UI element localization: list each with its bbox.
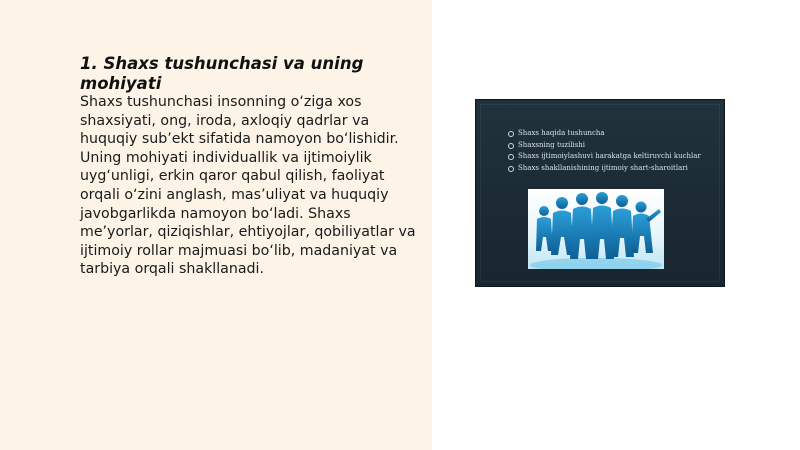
people-group-photo xyxy=(528,189,664,269)
people-silhouettes-icon xyxy=(528,189,664,269)
slide-bullet-item xyxy=(508,163,718,175)
slide-bullet-text: Shaxs haqida tushuncha xyxy=(518,129,605,137)
slide-bullet-list xyxy=(508,128,718,174)
section-body-text: Shaxs tushunchasi insonning o‘ziga xos shaxsiyati, ong, iroda, axloqiy qadrlar va huquqiy sub’ekt sifatida namoyon bo‘lishidir. Uning mohiyati individuallik va ijtimoiylik uyg‘unligi, erkin qaror qabul qilish, faoliyat orqali o‘zini anglash, mas’uliyat va huquqiy javobgarlikda namoyon bo‘ladi. Shaxs me’yorlar, qiziqishlar, ehtiyojlar, qobiliyatlar va ijtimoiy rollar majmuasi bo‘lib, madaniyat va tarbiya orqali shakllanadi. xyxy=(80,94,416,278)
slide-bullet-text: Shaxs ijtimoiylashuvi harakatga keltiruvchi kuchlar xyxy=(518,152,701,160)
slide-bullet-item xyxy=(508,140,718,152)
bullet-circle-icon xyxy=(508,154,514,160)
section-title: 1. Shaxs tushunchasi va uning mohiyati xyxy=(80,54,364,93)
slide-thumbnail-image xyxy=(475,99,725,287)
bullet-circle-icon xyxy=(508,131,514,137)
bullet-circle-icon xyxy=(508,143,514,149)
bullet-circle-icon xyxy=(508,166,514,172)
slide-bullet-text: Shaxs shakllanishining ijtimoiy shart-sharoitlari xyxy=(518,163,688,172)
slide-bullet-item xyxy=(508,151,718,163)
slide-bullet-item xyxy=(508,128,718,140)
slide-bullet-text: Shaxsning tuzilishi xyxy=(518,140,586,149)
